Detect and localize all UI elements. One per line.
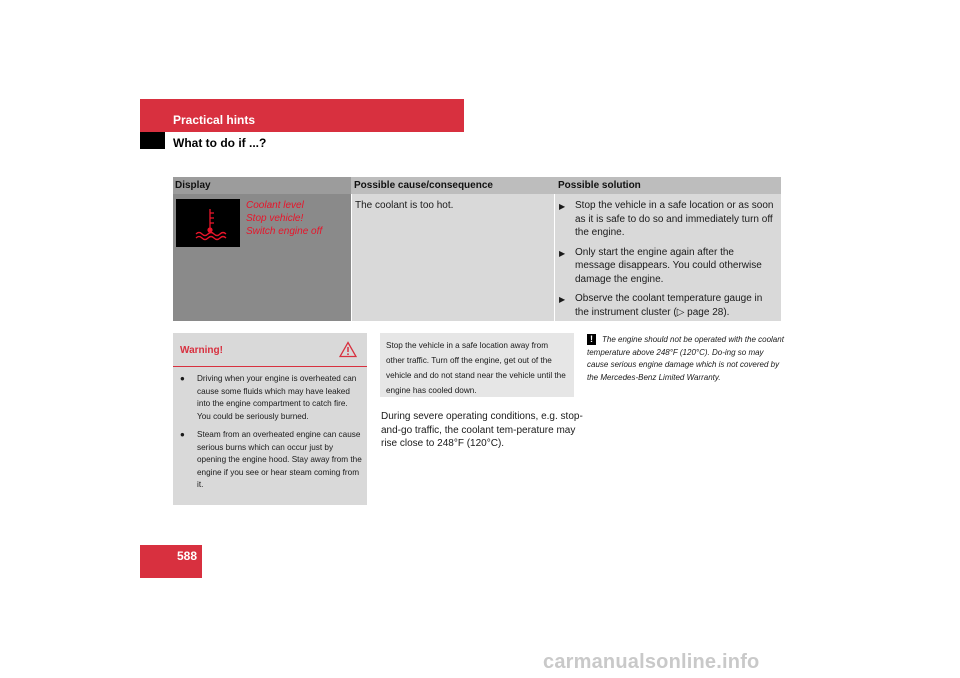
column-header-solution: Possible solution (554, 177, 781, 194)
arrow-icon: ▶ (559, 295, 566, 304)
subsection-title: What to do if ...? (173, 136, 267, 150)
page-number: 588 (176, 549, 197, 563)
body-paragraph: During severe operating conditions, e.g. stop-and-go traffic, the coolant tem-perature may rise close to 248°F (120°C). (381, 411, 583, 449)
coolant-display (176, 199, 240, 247)
solution-item (559, 292, 777, 319)
warning-text: Steam from an overheated engine can cause serious burns which can occur just by opening the engine hood. Stay away from the engine if you see or hear steam coming from it. (197, 430, 362, 489)
note-box: Stop the vehicle in a safe location away from other traffic. Turn off the engine, get out of the vehicle and do not stand near the vehicle until the engine has cooled down. (380, 333, 574, 397)
table-header-row (173, 177, 781, 194)
warning-item (180, 429, 362, 492)
page-number-box (140, 545, 202, 578)
exclamation-icon: ! (587, 334, 596, 345)
warning-list (180, 373, 362, 498)
solution-cell (554, 194, 781, 321)
warning-text: Driving when your engine is overheated can cause some fluids which may have leaked into the engine compartment to catch fire. You could be seriously burned. (197, 374, 357, 421)
bullet-icon: ● (180, 430, 185, 439)
cause-cell: The coolant is too hot. (351, 194, 554, 321)
display-line: Switch engine off (246, 226, 323, 237)
warning-box (173, 333, 367, 505)
arrow-icon: ▶ (559, 202, 566, 211)
caution-note (587, 334, 787, 384)
coolant-temperature-icon (176, 199, 240, 247)
arrow-icon: ▶ (559, 248, 566, 258)
warning-divider (173, 366, 367, 367)
display-line: Stop vehicle! (246, 213, 304, 224)
display-cell (173, 194, 351, 321)
header-marker (140, 132, 165, 149)
solution-item (559, 199, 777, 240)
solution-text: Only start the engine again after the message disappears. You could otherwise damage the engine. (575, 246, 762, 285)
warning-item (180, 373, 362, 423)
solution-text: Stop the vehicle in a safe location or as soon as it is safe to do so and immediately turn off the engine. (575, 200, 774, 238)
watermark: carmanualsonline.info (543, 651, 760, 673)
section-title: Practical hints (173, 113, 256, 127)
column-header-display: Display (173, 177, 351, 194)
troubleshooting-table (173, 177, 781, 321)
display-message (246, 199, 322, 238)
solution-text: Observe the coolant temperature gauge in the instrument cluster (▷ page 28). (575, 293, 763, 318)
table-row (173, 194, 781, 321)
caution-text: The engine should not be operated with the coolant temperature above 248°F (120°C). Do-ing so may cause serious engine damage which is not covered by the Mercedes-Benz Limited Warranty. (587, 335, 784, 382)
warning-triangle-icon (339, 341, 357, 358)
warning-title: Warning! (180, 345, 223, 356)
solution-item (559, 246, 777, 287)
column-header-cause: Possible cause/consequence (351, 177, 554, 194)
bullet-icon: ● (180, 374, 185, 383)
display-line: Coolant level (246, 200, 304, 211)
